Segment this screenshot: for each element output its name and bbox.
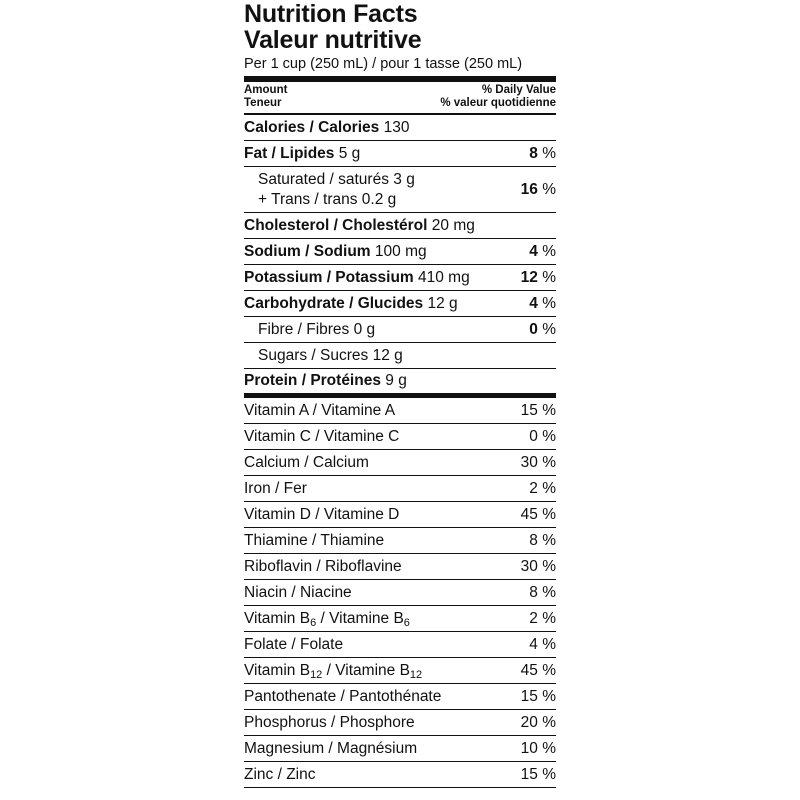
carbohydrate-percent-sign: % <box>537 294 556 312</box>
vitamin-b12-en: Vitamin B <box>244 661 311 679</box>
potassium-label: Potassium / Potassium <box>244 268 414 286</box>
cholesterol-text <box>244 217 475 235</box>
vitamin-percent: 10 % <box>520 739 556 757</box>
fat-percent-sign: % <box>537 144 556 162</box>
vitamin-row <box>244 398 556 424</box>
vitamin-row <box>244 736 556 762</box>
sodium-percent-sign: % <box>537 242 556 260</box>
potassium-amount: 410 mg <box>418 268 470 286</box>
daily-value-header <box>440 84 556 110</box>
carbohydrate-label: Carbohydrate / Glucides <box>244 294 424 312</box>
sugars-row <box>244 343 556 369</box>
serving-size: Per 1 cup (250 mL) / pour 1 tasse (250 mL) <box>244 55 556 82</box>
protein-amount: 9 g <box>385 372 407 389</box>
calories-row <box>244 115 556 141</box>
title-english: Nutrition Facts <box>244 0 418 28</box>
subscript: 6 <box>403 616 410 629</box>
vitamin-row <box>244 502 556 528</box>
sodium-percent-number: 4 <box>529 242 538 260</box>
sodium-label: Sodium / Sodium <box>244 242 371 260</box>
nutrition-facts-label <box>244 0 556 788</box>
amount-en: Amount <box>244 84 288 96</box>
title-french: Valeur nutritive <box>244 26 422 54</box>
vitamin-row <box>244 424 556 450</box>
vitamin-b12-fr: / Vitamine B <box>322 661 410 679</box>
vitamin-percent: 2 % <box>529 479 556 497</box>
vitamin-percent: 30 % <box>520 453 556 471</box>
saturated-percent <box>521 180 556 200</box>
daily-value-fr: % valeur quotidienne <box>440 97 556 109</box>
saturated-line: Saturated / saturés 3 g <box>258 170 415 188</box>
vitamin-name <box>244 662 422 680</box>
vitamin-b6-en: Vitamin B <box>244 609 311 627</box>
vitamin-row <box>244 710 556 736</box>
sodium-row <box>244 239 556 265</box>
cholesterol-row <box>244 213 556 239</box>
daily-value-en: % Daily Value <box>481 84 556 96</box>
carbohydrate-amount: 12 g <box>427 294 458 312</box>
vitamin-name <box>244 610 410 628</box>
vitamin-name: Phosphorus / Phosphore <box>244 713 415 731</box>
calories-label: Calories / Calories <box>244 118 380 136</box>
vitamin-name: Vitamin D / Vitamine D <box>244 505 400 523</box>
carbohydrate-row <box>244 291 556 317</box>
fat-label: Fat / Lipides <box>244 144 335 162</box>
vitamin-row <box>244 762 556 788</box>
amount-header <box>244 84 287 110</box>
vitamin-row <box>244 450 556 476</box>
fibre-percent <box>529 321 556 339</box>
vitamin-percent: 15 % <box>520 401 556 419</box>
sugars-label: Sugars / Sucres 12 g <box>258 346 403 364</box>
vitamin-name: Magnesium / Magnésium <box>244 739 418 757</box>
subscript: 12 <box>310 668 323 681</box>
vitamin-percent: 30 % <box>520 557 556 575</box>
vitamin-percent: 45 % <box>520 505 556 523</box>
vitamin-row <box>244 580 556 606</box>
vitamin-percent: 2 % <box>529 609 556 627</box>
amount-fr: Teneur <box>244 97 282 109</box>
vitamin-name: Vitamin C / Vitamine C <box>244 427 400 445</box>
vitamin-name: Folate / Folate <box>244 635 344 653</box>
saturated-trans-row <box>244 167 556 213</box>
calories-value: 130 <box>383 118 410 136</box>
cholesterol-label: Cholesterol / Cholestérol <box>244 216 428 234</box>
saturated-percent-sign: % <box>537 180 556 198</box>
vitamin-row <box>244 684 556 710</box>
cholesterol-amount: 20 mg <box>431 216 475 234</box>
vitamin-name: Niacin / Niacine <box>244 583 352 601</box>
trans-line: + Trans / trans 0.2 g <box>258 190 397 208</box>
vitamin-name: Thiamine / Thiamine <box>244 531 385 549</box>
potassium-percent <box>521 269 556 287</box>
carbohydrate-percent <box>529 295 556 313</box>
vitamin-name: Calcium / Calcium <box>244 453 369 471</box>
sodium-amount: 100 mg <box>374 242 427 260</box>
vitamin-percent: 0 % <box>529 427 556 445</box>
vitamin-percent: 8 % <box>529 583 556 601</box>
vitamin-row <box>244 632 556 658</box>
fat-text <box>244 145 360 163</box>
protein-label: Protein / Protéines <box>244 372 381 389</box>
sodium-text <box>244 243 427 261</box>
vitamin-percent: 4 % <box>529 635 556 653</box>
sodium-percent <box>529 243 556 261</box>
subscript: 6 <box>310 616 317 629</box>
vitamin-name: Iron / Fer <box>244 479 307 497</box>
potassium-percent-number: 12 <box>520 268 538 286</box>
vitamin-row <box>244 476 556 502</box>
subscript: 12 <box>409 668 423 681</box>
column-header <box>244 82 556 115</box>
vitamin-name: Riboflavin / Riboflavine <box>244 557 402 575</box>
carbohydrate-text <box>244 295 458 313</box>
fat-percent <box>529 145 556 163</box>
fat-percent-number: 8 <box>529 144 538 162</box>
vitamin-row <box>244 658 556 684</box>
carbohydrate-percent-number: 4 <box>529 294 538 312</box>
fibre-percent-number: 0 <box>529 320 538 338</box>
vitamin-percent: 20 % <box>520 713 556 731</box>
potassium-percent-sign: % <box>537 268 556 286</box>
vitamin-name: Pantothenate / Pantothénate <box>244 687 442 705</box>
fibre-row <box>244 317 556 343</box>
protein-row <box>244 369 556 398</box>
vitamin-row <box>244 606 556 632</box>
saturated-percent-number: 16 <box>520 180 538 198</box>
vitamins-list <box>244 398 556 788</box>
protein-text <box>244 372 407 390</box>
vitamin-b6-fr: / Vitamine B <box>316 609 404 627</box>
vitamin-percent: 15 % <box>520 687 556 705</box>
saturated-trans-text <box>244 170 415 210</box>
fat-row <box>244 141 556 167</box>
fibre-label: Fibre / Fibres 0 g <box>258 320 376 338</box>
fibre-percent-sign: % <box>537 320 556 338</box>
calories-text <box>244 119 409 137</box>
fat-amount: 5 g <box>338 144 361 162</box>
vitamin-percent: 45 % <box>520 661 556 679</box>
vitamin-row <box>244 554 556 580</box>
vitamin-name: Zinc / Zinc <box>244 765 316 783</box>
vitamin-percent: 15 % <box>520 765 556 783</box>
vitamin-percent: 8 % <box>529 531 556 549</box>
vitamin-name: Vitamin A / Vitamine A <box>244 401 396 419</box>
potassium-text <box>244 269 470 287</box>
vitamin-row <box>244 528 556 554</box>
potassium-row <box>244 265 556 291</box>
